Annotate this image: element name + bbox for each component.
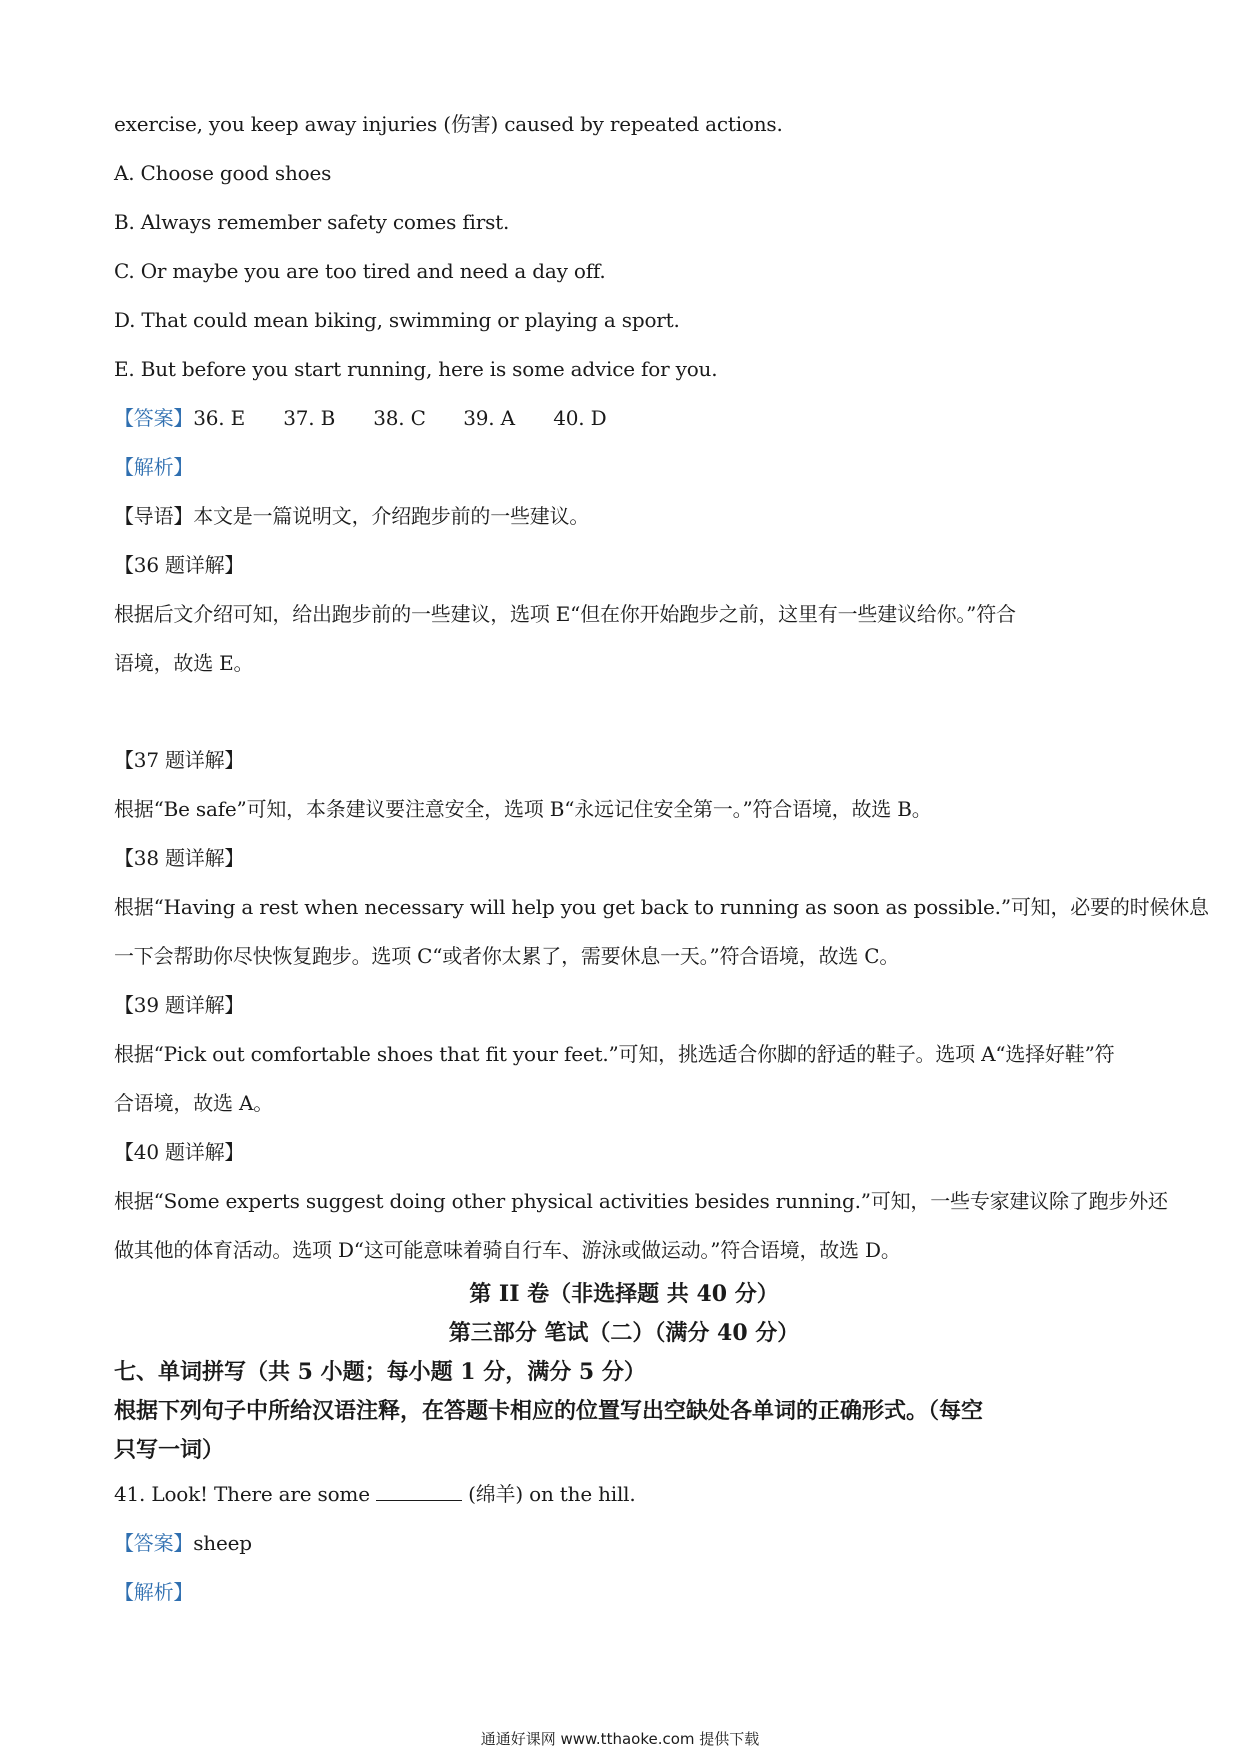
passage-line: exercise, you keep away injuries (伤害) caused by repeated actions. [114, 112, 783, 136]
option-d: D. That could mean biking, swimming or playing a sport. [114, 308, 680, 332]
q38-heading: 【38 题详解】 [114, 846, 245, 870]
q38-line-2: 一下会帮助你尽快恢复跑步。选项 C“或者你太累了，需要休息一天。”符合语境，故选 C。 [114, 944, 900, 968]
document-page [114, 100, 1209, 1617]
q37-heading: 【37 题详解】 [114, 748, 245, 772]
q39-line-2: 合语境，故选 A。 [114, 1091, 274, 1115]
q39-line-1: 根据“Pick out comfortable shoes that fit your feet.”可知，挑选适合你脚的舒适的鞋子。选项 A“选择好鞋”符 [114, 1042, 1115, 1066]
q40-heading: 【40 题详解】 [114, 1140, 245, 1164]
q41-analysis-label: 【解析】 [114, 1580, 194, 1604]
analysis-label: 【解析】 [114, 455, 194, 479]
answer-label: 【答案】 [114, 406, 194, 430]
intro-line: 【导语】本文是一篇说明文，介绍跑步前的一些建议。 [114, 504, 590, 528]
q40-line-2: 做其他的体育活动。选项 D“这可能意味着骑自行车、游泳或做运动。”符合语境，故选 D。 [114, 1238, 901, 1262]
answer-item: 39. A [463, 406, 515, 430]
section-seven-heading: 七、单词拼写（共 5 小题；每小题 1 分，满分 5 分） [114, 1359, 646, 1385]
answer-row [114, 394, 1134, 443]
q41-answer-row [114, 1519, 1134, 1568]
q37-line-1: 根据“Be safe”可知，本条建议要注意安全，选项 B“永远记住安全第一。”符合语境，故选 B。 [114, 797, 932, 821]
q39-heading: 【39 题详解】 [114, 993, 245, 1017]
q41-answer-label: 【答案】 [114, 1531, 194, 1555]
question-41 [114, 1470, 1134, 1519]
q40-line-1: 根据“Some experts suggest doing other physical activities besides running.”可知，一些专家建议除了跑步外还 [114, 1189, 1168, 1213]
volume-heading: 第 II 卷（非选择题 共 40 分） [469, 1281, 779, 1307]
q36-line-2: 语境，故选 E。 [114, 651, 254, 675]
instruction-line-1: 根据下列句子中所给汉语注释，在答题卡相应的位置写出空缺处各单词的正确形式。（每空 [114, 1398, 984, 1424]
option-e: E. But before you start running, here is some advice for you. [114, 357, 718, 381]
answer-item: 38. C [373, 406, 426, 430]
answer-item: 37. B [283, 406, 336, 430]
q38-line-1: 根据“Having a rest when necessary will help you get back to running as soon as possible.”可知，必要的时候休息 [114, 895, 1209, 919]
q41-blank [376, 1480, 462, 1501]
answer-item: 40. D [553, 406, 607, 430]
option-b: B. Always remember safety comes first. [114, 210, 510, 234]
option-a: A. Choose good shoes [114, 161, 332, 185]
q36-line-1: 根据后文介绍可知，给出跑步前的一些建议，选项 E“但在你开始跑步之前，这里有一些建议给你。”符合 [114, 602, 1016, 626]
q36-heading: 【36 题详解】 [114, 553, 245, 577]
answer-item: 36. E [193, 406, 245, 430]
q41-text-after: (绵羊) on the hill. [462, 1482, 636, 1506]
q41-text-before: 41. Look! There are some [114, 1482, 376, 1506]
q41-answer: sheep [193, 1531, 252, 1555]
part-heading: 第三部分 笔试（二）（满分 40 分） [448, 1320, 800, 1346]
blank-gap [114, 688, 1134, 736]
option-c: C. Or maybe you are too tired and need a day off. [114, 259, 606, 283]
page-footer: 通通好课网 www.tthaoke.com 提供下载 [480, 1730, 760, 1748]
instruction-line-2: 只写一词） [114, 1437, 225, 1463]
